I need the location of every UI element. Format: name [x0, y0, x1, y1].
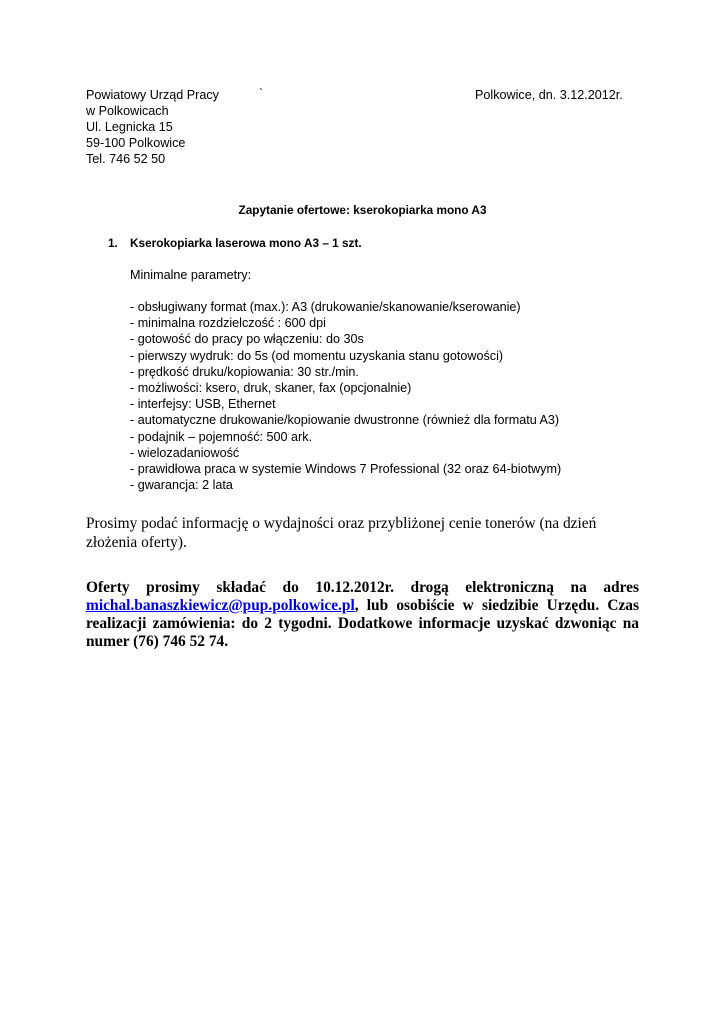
- parameter-item: - pierwszy wydruk: do 5s (od momentu uzyskania stanu gotowości): [130, 348, 504, 363]
- sender-line-name: Powiatowy Urząd Pracy: [86, 88, 219, 102]
- parameter-item: - możliwości: ksero, druk, skaner, fax (opcjonalnie): [130, 380, 412, 395]
- item-number: 1.: [108, 236, 118, 250]
- parameter-item: - wielozadaniowość: [130, 445, 240, 460]
- document-subject: Zapytanie ofertowe: kserokopiarka mono A3: [238, 203, 487, 217]
- sender-line-street: Ul. Legnicka 15: [86, 120, 173, 134]
- parameter-item: - interfejsy: USB, Ethernet: [130, 397, 276, 412]
- parameter-item: - obsługiwany format (max.): A3 (drukowanie/skanowanie/kserowanie): [130, 300, 521, 314]
- sender-line-phone: Tel. 746 52 50: [86, 152, 166, 166]
- parameters-heading: Minimalne parametry:: [130, 268, 252, 282]
- sender-line-postcode: 59-100 Polkowice: [86, 136, 186, 150]
- stray-backtick-mark: `: [259, 86, 263, 100]
- offer-submission-paragraph: [86, 579, 639, 651]
- parameter-item: - prędkość druku/kopiowania: 30 str./min.: [130, 364, 359, 379]
- email-link[interactable]: michal.banaszkiewicz@pup.polkowice.pl: [86, 597, 355, 614]
- parameter-item: - gotowość do pracy po włączeniu: do 30s: [130, 332, 364, 347]
- parameter-item: - prawidłowa praca w systemie Windows 7 Professional (32 oraz 64-biotwym): [130, 461, 562, 476]
- parameter-item: - gwarancja: 2 lata: [130, 478, 233, 493]
- parameter-item: - podajnik – pojemność: 500 ark.: [130, 429, 313, 444]
- sender-line-city: w Polkowicach: [86, 104, 169, 118]
- parameter-item: - minimalna rozdzielczość : 600 dpi: [130, 316, 326, 331]
- closing-text-after-email: , lub osobiście w siedzibie Urzędu. Czas realizacji zamówienia: do 2 tygodni. Dodatkowe informacje uzyskać dzwoniąc na numer (76) 746 52 74.: [86, 597, 639, 650]
- parameter-item: - automatyczne drukowanie/kopiowanie dwustronne (również dla formatu A3): [130, 413, 560, 428]
- sender-address-block: [86, 87, 286, 167]
- parameters-list: [130, 299, 561, 493]
- closing-text-before-email: Oferty prosimy składać do 10.12.2012r. drogą elektroniczną na adres: [86, 579, 639, 596]
- place-and-date: Polkowice, dn. 3.12.2012r.: [475, 88, 623, 102]
- item-title: Kserokopiarka laserowa mono A3 – 1 szt.: [130, 236, 362, 250]
- toner-info-request: Prosimy podać informację o wydajności oraz przybliżonej cenie tonerów (na dzień złożenia oferty).: [86, 515, 597, 551]
